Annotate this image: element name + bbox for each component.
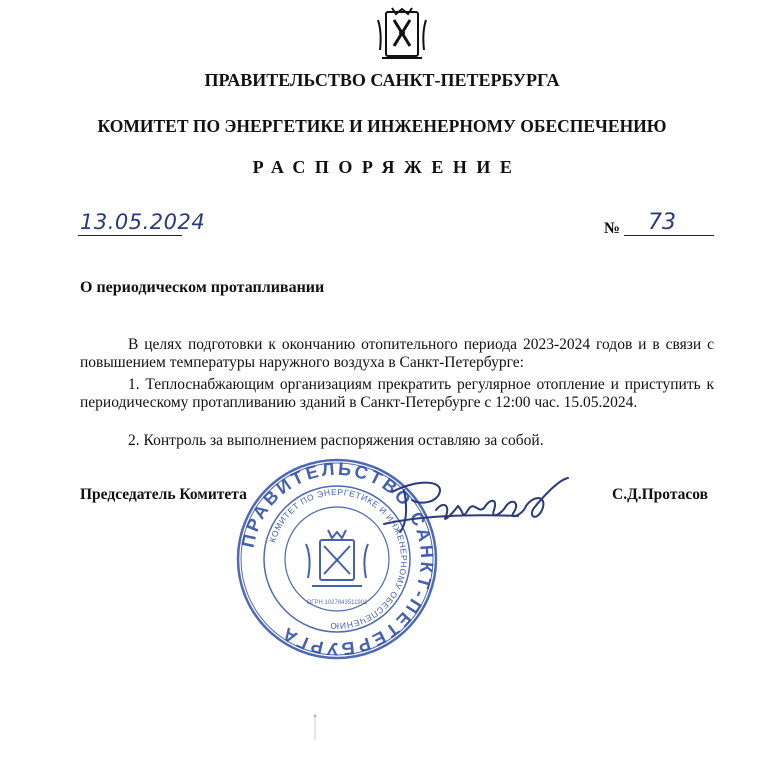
number-underline [624,235,714,236]
signatory-name: С.Д.Протасов [612,486,708,503]
intro-paragraph: В целях подготовки к окончанию отопительного периода 2023-2024 годов и в связи с повышением температуры наружного воздуха в Санкт-Петербурге: [80,336,714,372]
date-underline [78,235,182,236]
order-number-label: № [604,220,621,237]
seal-emblem-icon [306,530,368,586]
seal-inner-text: КОМИТЕТ ПО ЭНЕРГЕТИКЕ И ИНЖЕНЕРНОМУ ОБЕСПЕЧЕНИЮ [267,486,410,632]
coat-of-arms-icon [372,6,432,62]
document-type-title: РАСПОРЯЖЕНИЕ [252,157,522,177]
item-2-paragraph: 2. Контроль за выполнением распоряжения оставляю за собой. [128,432,544,449]
order-subject: О периодическом протапливании [80,279,325,296]
seal-outer-text: ПРАВИТЕЛЬСТВО САНКТ-ПЕТЕРБУРГА [237,458,438,660]
order-date: 13.05.2024 [80,210,206,234]
government-title: ПРАВИТЕЛЬСТВО САНКТ-ПЕТЕРБУРГА [204,70,560,90]
committee-title: КОМИТЕТ ПО ЭНЕРГЕТИКЕ И ИНЖЕНЕРНОМУ ОБЕСПЕЧЕНИЮ [97,116,667,136]
signatory-position: Председатель Комитета [80,486,247,503]
item-1-paragraph: 1. Теплоснабжающим организациям прекратить регулярное отопление и приступить к периодическому протапливанию зданий в Санкт-Петербурге с 12:00 час. 15.05.2024. [80,376,714,412]
order-number: 73 [648,210,676,235]
handwritten-signature [378,470,578,540]
seal-ogrn: ОГРН 1027843511901 [306,600,368,606]
scan-mark-icon [310,712,320,742]
